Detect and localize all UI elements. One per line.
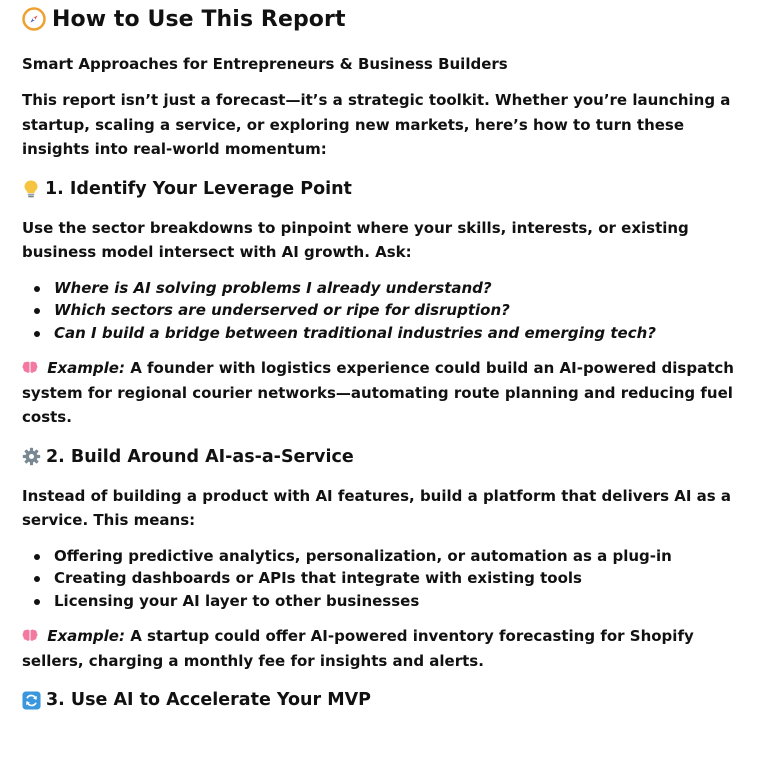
section-2-service-list — [22, 545, 753, 613]
gear-icon — [22, 447, 41, 466]
refresh-icon — [22, 691, 41, 710]
bullet-dot — [34, 286, 40, 292]
example-label: Example: — [47, 627, 125, 645]
section-3-heading — [22, 686, 753, 714]
bullet-dot — [34, 599, 40, 605]
example-label: Example: — [47, 359, 125, 377]
list-item: Can I build a bridge between traditional industries and emerging tech? — [22, 322, 753, 345]
list-item: Which sectors are underserved or ripe for disruption? — [22, 299, 753, 322]
page-subtitle: Smart Approaches for Entrepreneurs & Business Builders — [22, 55, 508, 73]
brain-icon — [22, 628, 38, 643]
section-2-example — [22, 624, 753, 673]
section-1-text: Use the sector breakdowns to pinpoint where your skills, interests, or existing business model intersect with AI growth. Ask: — [22, 218, 689, 261]
page-title-text: How to Use This Report — [52, 6, 346, 32]
section-1-heading — [22, 175, 753, 203]
page-title — [22, 4, 753, 34]
bullet-dot — [34, 576, 40, 582]
example-text: A startup could offer AI-powered inventory forecasting for Shopify sellers, charging a monthly fee for insights and alerts. — [22, 627, 694, 670]
list-item: Creating dashboards or APIs that integrate with existing tools — [22, 567, 753, 590]
section-3-title: 3. Use AI to Accelerate Your MVP — [46, 690, 371, 710]
section-1-title: 1. Identify Your Leverage Point — [45, 178, 352, 199]
section-2-text: Instead of building a product with AI features, build a platform that delivers AI as a service. This means: — [22, 486, 732, 529]
list-item: Where is AI solving problems I already understand? — [22, 277, 753, 300]
section-1-question-list — [22, 277, 753, 345]
section-1-example — [22, 356, 753, 430]
bullet-dot — [34, 331, 40, 337]
list-item: Offering predictive analytics, personalization, or automation as a plug-in — [22, 545, 753, 568]
section-2-title: 2. Build Around AI-as-a-Service — [46, 446, 354, 467]
example-text: A founder with logistics experience could build an AI-powered dispatch system for regional courier networks—automating route planning and reducing fuel costs. — [22, 359, 734, 426]
compass-icon — [22, 7, 46, 31]
lightbulb-icon — [22, 179, 40, 199]
section-2-heading — [22, 443, 753, 471]
brain-icon — [22, 360, 38, 375]
bullet-dot — [34, 308, 40, 314]
list-item: Licensing your AI layer to other businesses — [22, 590, 753, 613]
bullet-dot — [34, 554, 40, 560]
intro-paragraph: This report isn’t just a forecast—it’s a strategic toolkit. Whether you’re launching a startup, scaling a service, or exploring new markets, here’s how to turn these insights into real-world momentum: — [22, 91, 731, 158]
